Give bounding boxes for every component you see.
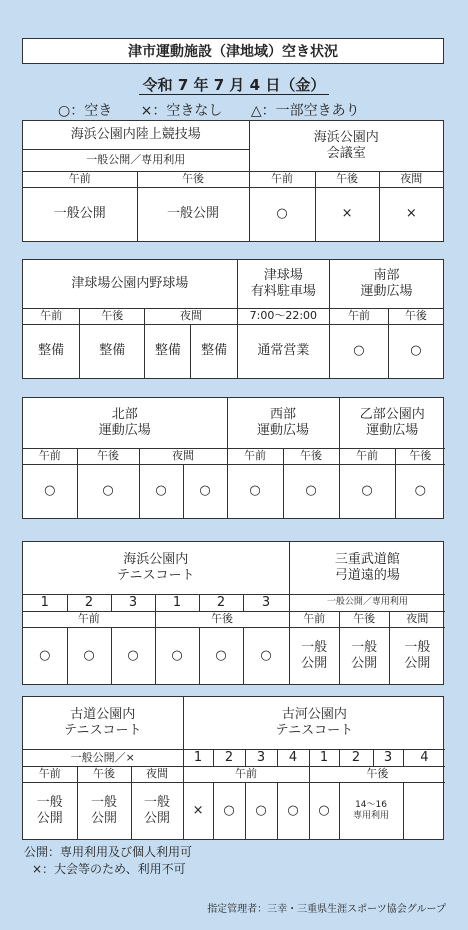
table-cell: 午後 <box>315 171 379 187</box>
panel-kaihin-track <box>22 120 444 242</box>
table-cell: 午後 <box>388 308 443 324</box>
table-cell: 4 <box>403 749 445 766</box>
table-cell: 一般 公開 <box>77 782 131 839</box>
table-cell: ○ <box>243 627 289 684</box>
table-cell: 1 <box>23 594 67 611</box>
table-cell: ○ <box>395 464 445 518</box>
table-cell: 午前 <box>289 611 339 627</box>
table-cell: 1 <box>309 749 339 766</box>
table-cell: ○ <box>139 464 183 518</box>
table-cell: ○ <box>23 464 77 518</box>
table-cell: ○ <box>277 782 309 839</box>
usage-type: 一般公開／専用利用 <box>23 149 249 171</box>
panel-fields <box>22 397 444 519</box>
table-cell: 3 <box>243 594 289 611</box>
table-cell: 午前 <box>23 308 80 324</box>
table-cell: 3 <box>373 749 403 766</box>
status-cell: × <box>379 187 443 241</box>
table-cell: ○ <box>245 782 277 839</box>
table-cell: 整備 <box>191 324 237 378</box>
table-cell: ○ <box>339 464 395 518</box>
table-cell: 整備 <box>23 324 80 378</box>
table-cell: ○ <box>67 627 111 684</box>
table-cell: 午後 <box>80 308 145 324</box>
venue-otobe: 乙部公園内 運動広場 <box>339 398 445 448</box>
panel-tennis-furumichi-furukawa <box>22 696 444 840</box>
manager-label: 指定管理者：三幸・三重県生涯スポーツ協会グループ <box>207 904 446 915</box>
table-cell: 夜間 <box>145 308 237 324</box>
status-cell: 一般公開 <box>137 187 249 241</box>
table-cell: 夜間 <box>131 766 183 782</box>
table-cell: ○ <box>183 464 227 518</box>
table-cell: 午後 <box>309 766 445 782</box>
legend-available: ○：空き <box>58 103 113 119</box>
table-cell: ○ <box>23 627 67 684</box>
table-cell: 夜間 <box>139 448 227 464</box>
table-cell: 午前 <box>23 171 137 187</box>
table-cell: 午後 <box>155 611 289 627</box>
venue-parking: 津球場 有料駐車場 <box>237 260 329 308</box>
table-cell: 夜間 <box>389 611 445 627</box>
table-cell: ○ <box>199 627 243 684</box>
table-cell: 一般 公開 <box>339 627 389 684</box>
table-cell: 午前 <box>227 448 283 464</box>
table-cell <box>403 782 445 839</box>
table-cell: 午後 <box>339 611 389 627</box>
table-cell: ○ <box>309 782 339 839</box>
table-cell: 3 <box>245 749 277 766</box>
table-cell: 一般 公開 <box>289 627 339 684</box>
page-title: 津市運動施設（津地域）空き状況 <box>22 38 444 64</box>
venue-kaihin-tennis: 海浜公園内 テニスコート <box>23 542 289 594</box>
table-cell: 2 <box>199 594 243 611</box>
table-cell: 一般 公開 <box>23 782 77 839</box>
status-cell: 一般公開 <box>23 187 137 241</box>
legend-unavailable: ×：空きなし <box>140 103 223 119</box>
table-cell: ○ <box>388 324 443 378</box>
table-cell: 4 <box>277 749 309 766</box>
table-cell: 午前 <box>23 448 77 464</box>
table-cell: 午後 <box>137 171 249 187</box>
table-cell: 午前 <box>23 611 155 627</box>
table-cell: 整備 <box>145 324 191 378</box>
table-cell: × <box>183 782 213 839</box>
table-cell: 夜間 <box>379 171 443 187</box>
table-cell: ○ <box>155 627 199 684</box>
venue-kaihin-meeting: 海浜公園内 会議室 <box>249 121 443 171</box>
table-cell: 一般公開／専用利用 <box>289 594 445 611</box>
table-cell: 午前 <box>339 448 395 464</box>
table-cell: 午前 <box>183 766 309 782</box>
table-cell: 午前 <box>249 171 315 187</box>
date-label: 令和 7 年 7 月 4 日（金） <box>0 74 468 95</box>
venue-seibu: 西部 運動広場 <box>227 398 339 448</box>
legend <box>58 100 384 120</box>
table-cell: 整備 <box>80 324 145 378</box>
table-cell: 2 <box>213 749 245 766</box>
table-cell: 午後 <box>283 448 339 464</box>
panel-tennis-budokan <box>22 541 444 685</box>
table-cell: ○ <box>283 464 339 518</box>
table-cell: 一般 公開 <box>131 782 183 839</box>
legend-partial: △：一部空きあり <box>250 103 360 119</box>
reserved-note: 14～16 専用利用 <box>339 782 403 839</box>
venue-hokubu: 北部 運動広場 <box>23 398 227 448</box>
venue-nanbu: 南部 運動広場 <box>330 260 443 308</box>
table-cell: ○ <box>213 782 245 839</box>
table-cell: 午後 <box>395 448 445 464</box>
status-cell: ○ <box>249 187 315 241</box>
table-cell: 一般公開／× <box>23 749 183 766</box>
table-cell: ○ <box>111 627 155 684</box>
venue-baseball: 津球場公園内野球場 <box>23 260 237 308</box>
venue-furukawa-tennis: 古河公園内 テニスコート <box>183 697 445 749</box>
table-cell: 午後 <box>77 766 131 782</box>
table-cell: 7:00～22:00 <box>237 308 329 324</box>
footer-note-public: 公開：専用利用及び個人利用可 <box>24 845 193 859</box>
table-cell: 午前 <box>23 766 77 782</box>
panel-baseball <box>22 259 444 379</box>
table-cell: 午前 <box>330 308 389 324</box>
table-cell: 午後 <box>77 448 139 464</box>
venue-furumichi-tennis: 古道公園内 テニスコート <box>23 697 183 749</box>
status-cell: × <box>315 187 379 241</box>
table-cell: 2 <box>339 749 373 766</box>
venue-budokan: 三重武道館 弓道遠的場 <box>289 542 445 594</box>
table-cell: 一般 公開 <box>389 627 445 684</box>
table-cell: 3 <box>111 594 155 611</box>
table-cell: 2 <box>67 594 111 611</box>
venue-kaihin-track: 海浜公園内陸上競技場 <box>23 121 249 149</box>
table-cell: ○ <box>227 464 283 518</box>
table-cell: 1 <box>183 749 213 766</box>
table-cell: ○ <box>330 324 389 378</box>
footer-note-unavailable: ×：大会等のため、利用不可 <box>32 862 186 876</box>
table-cell: 1 <box>155 594 199 611</box>
table-cell: ○ <box>77 464 139 518</box>
table-cell: 通常営業 <box>237 324 329 378</box>
